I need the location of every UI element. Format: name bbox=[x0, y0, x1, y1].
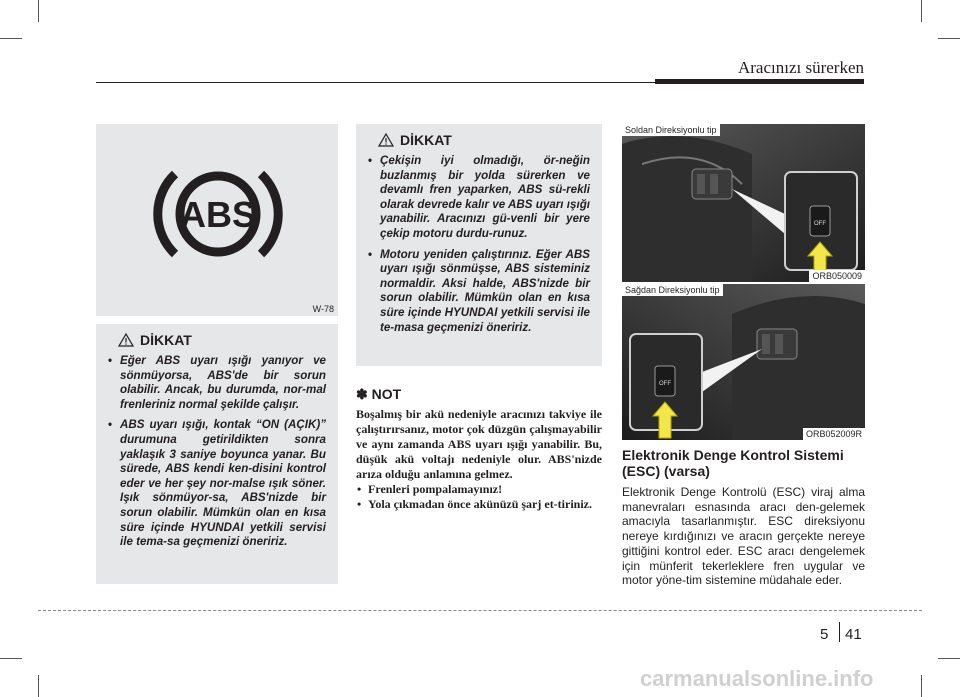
dashboard-illustration bbox=[622, 124, 865, 282]
note-item: • Yola çıkmadan önce akünüzü şarj et-tiriniz. bbox=[356, 497, 602, 512]
note-body: Boşalmış bir akü nedeniyle aracınızı takviye ile çalıştırırsanız, motor çok düzgün çalışmayabilir ve aynı zamanda ABS uyarı ışığı yanabilir. Bu, düşük akü voltajı nedeniyle olur. ABS'nizde arıza olduğu anlamına gelmez. bbox=[356, 407, 602, 481]
chapter-number: 5 bbox=[820, 626, 829, 643]
caution-item: • Eğer ABS uyarı ışığı yanıyor ve sönmüyorsa, ABS'de bir sorun olabilir. Ancak, bu durumda, nor-mal frenleriniz normal şekilde çalışır. bbox=[108, 354, 326, 412]
esc-button-photo-rhd bbox=[622, 284, 865, 440]
photo-label: Soldan Direksiyonlu tip bbox=[622, 124, 720, 136]
header-title: Aracınızı sürerken bbox=[737, 58, 864, 77]
off-label: OFF bbox=[814, 221, 826, 227]
page-number: 41 bbox=[845, 626, 862, 643]
figure-code: W-78 bbox=[312, 304, 334, 314]
caution-item: • Çekişin iyi olmadığı, ör-neğin buzlanmış bir yolda sürerken ve devamlı fren yaparken, ABS sü-rekli olarak devrede kalır ve ABS uyarı ışığı yanabilir. Aracınızı gü-venli bir yere çekip motoru durdu-runuz. bbox=[368, 154, 590, 242]
page-number-separator bbox=[839, 622, 840, 642]
caution-title: DİKKAT bbox=[140, 332, 192, 348]
warning-triangle-icon bbox=[378, 133, 394, 147]
note-section bbox=[356, 386, 602, 512]
caution-item: • ABS uyarı ışığı, kontak “ON (AÇIK)” durumuna getirildikten sonra yaklaşık 3 saniye boyunca yanar. Bu sürede, ABS kendi ken-disini kontrol eder ve her şey nor-malse ışık söner. Işık sönmüyor-sa, ABS'nizde bir sorun olabilir. Mümkün olan en kısa süre içinde HYUNDAI yetkili servisi ile tema-sa geçmenizi öneririz. bbox=[108, 418, 326, 549]
abs-warning-figure bbox=[96, 124, 338, 316]
off-label: OFF bbox=[659, 381, 671, 387]
abs-label: ABS bbox=[179, 194, 257, 235]
abs-warning-light-icon bbox=[153, 164, 283, 264]
esc-button-photo-lhd bbox=[622, 124, 865, 282]
caution-list bbox=[108, 354, 326, 550]
header-bar bbox=[655, 79, 864, 84]
esc-section-body: Elektronik Denge Kontrolü (ESC) viraj alma manevraları esnasında aracı den-gelemek amacıyla tasarlanmıştır. ESC direksiyonu nereye kırdığınızı ve aracın gerçekte nereye gittiğini kontrol eder. ESC aracı dengelemek için münferit tekerleklere fren uygular ve motor yöne-tim sistemine müdahale eder. bbox=[622, 485, 865, 588]
photo-code: ORB052009R bbox=[803, 428, 865, 440]
photo-label: Sağdan Direksiyonlu tip bbox=[622, 284, 723, 296]
caution-list bbox=[368, 154, 590, 335]
caution-box-abs bbox=[96, 324, 338, 584]
caution-box-traction bbox=[356, 124, 602, 366]
note-title: ✽ NOT bbox=[356, 386, 402, 402]
caution-item: • Motoru yeniden çalıştırınız. Eğer ABS uyarı ışığı sönmüşse, ABS sisteminiz normaldir. Aksi halde, ABS'nizde bir sorun olabilir. Mümkün olan en kısa süre içinde HYUNDAI yetkili servisi ile te-masa geçmenizi öneririz. bbox=[368, 248, 590, 336]
warning-triangle-icon bbox=[118, 333, 134, 347]
esc-section-title: Elektronik Denge Kontrol Sistemi (ESC) (varsa) bbox=[622, 447, 844, 479]
dashboard-illustration bbox=[622, 284, 865, 440]
watermark: carmanualsonline.info bbox=[640, 666, 874, 691]
photo-code: ORB050009 bbox=[809, 270, 865, 282]
caution-title: DİKKAT bbox=[400, 132, 452, 148]
note-item: • Frenleri pompalamayınız! bbox=[356, 482, 602, 497]
note-list bbox=[356, 482, 602, 512]
